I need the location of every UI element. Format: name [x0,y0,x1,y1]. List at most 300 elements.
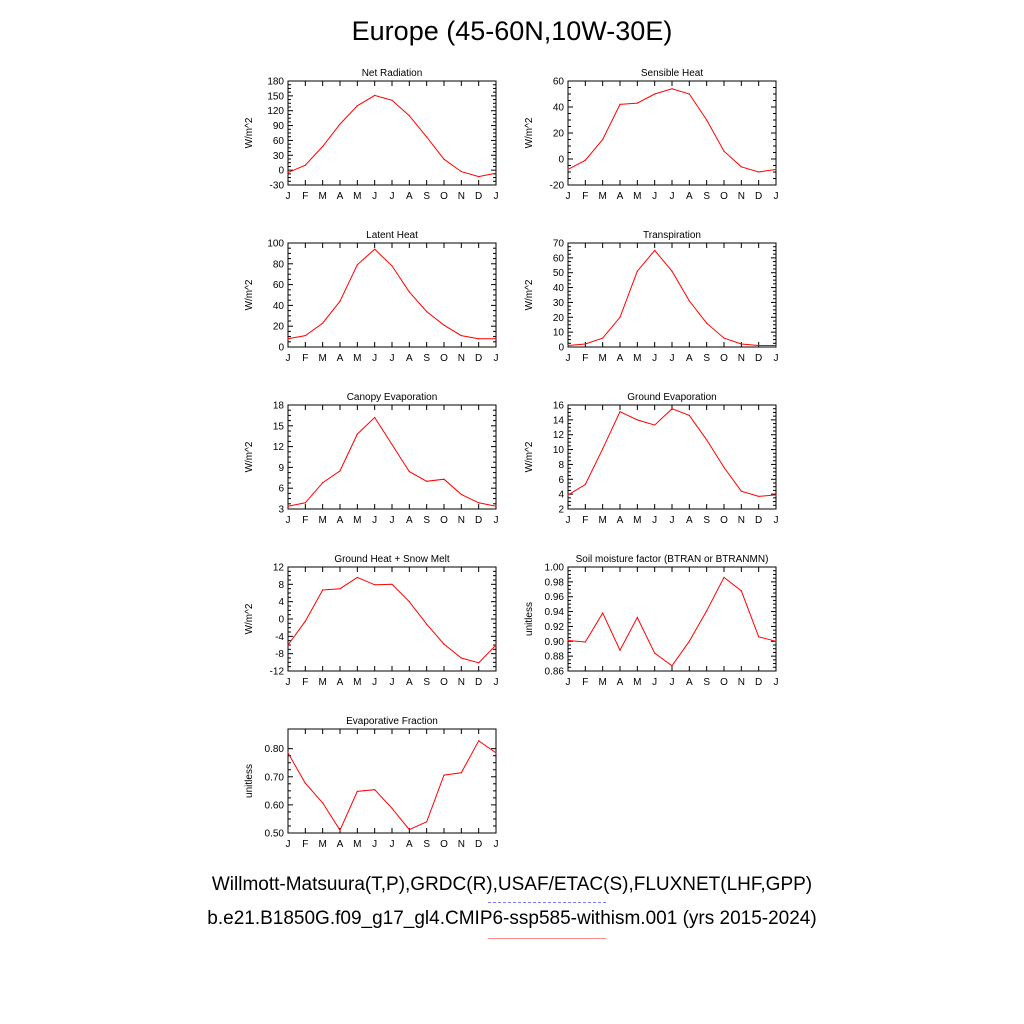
y-tick-label: 16 [552,400,564,412]
data-point [374,584,375,585]
data-point [495,338,496,339]
chart-svg [510,384,790,542]
data-point [585,641,586,642]
data-point [409,115,410,116]
y-tick-label: 70 [552,238,564,250]
data-point [775,169,776,170]
x-tick-label: S [703,353,711,364]
y-tick-label: 0.88 [544,651,564,663]
y-tick-label: 0.80 [264,744,284,756]
x-tick-label: M [353,677,362,688]
data-point [619,104,620,105]
y-tick-label: 0.96 [544,592,564,604]
x-tick-label: O [440,515,448,526]
x-tick-label: J [565,191,571,202]
x-tick-label: N [457,839,465,850]
x-tick-label: D [475,191,483,202]
y-tick-label: 0 [278,614,284,626]
x-tick-label: A [685,677,693,688]
data-point [322,589,323,590]
plot-frame [568,81,776,185]
x-tick-label: J [652,515,658,526]
y-tick-label: 4 [278,597,284,609]
plot-frame [568,243,776,347]
y-tick-label: -12 [269,666,284,678]
data-point [689,641,690,642]
plot-frame [288,729,496,833]
data-point [409,601,410,602]
data-point [654,93,655,94]
x-tick-label: A [685,353,693,364]
data-point [495,506,496,507]
y-axis-label: W/m^2 [244,279,255,311]
data-point [602,612,603,613]
y-tick-label: 30 [272,150,284,162]
x-tick-label: J [773,353,779,364]
chart-net-radiation [230,60,510,218]
y-tick-label: 0.86 [544,666,564,678]
data-point [775,494,776,495]
y-tick-label: 150 [267,91,284,103]
data-point [409,829,410,830]
x-tick-label: A [336,515,344,526]
data-point [602,448,603,449]
x-tick-label: J [285,353,291,364]
data-point [443,774,444,775]
y-tick-label: 0.92 [544,621,564,633]
x-tick-label: J [285,839,291,850]
data-point [706,439,707,440]
y-tick-label: 120 [267,106,284,118]
x-tick-label: J [493,353,499,364]
x-tick-label: N [457,353,465,364]
data-point [671,271,672,272]
y-tick-label: 10 [552,327,564,339]
y-axis-label: unitless [244,764,255,798]
data-point [478,740,479,741]
x-tick-label: J [372,677,378,688]
y-tick-label: 100 [267,238,284,250]
data-point [357,264,358,265]
chart-title: Evaporative Fraction [346,716,438,727]
x-tick-label: A [405,353,413,364]
y-tick-label: 3 [278,504,284,516]
data-point [443,159,444,160]
chart-svg [230,222,510,380]
x-tick-label: N [457,191,465,202]
y-tick-label: 1.00 [544,562,564,574]
chart-ground-evaporation [510,384,790,542]
x-tick-label: J [669,515,675,526]
x-tick-label: S [423,839,431,850]
data-point [374,95,375,96]
x-tick-label: F [582,353,589,364]
chart-title: Soil moisture factor (BTRAN or BTRANMN) [575,554,769,565]
series-line [568,577,776,665]
y-tick-label: 80 [272,259,284,271]
data-point [426,821,427,822]
y-tick-label: 40 [272,300,284,312]
y-tick-label: -20 [549,180,564,192]
data-point [671,408,672,409]
y-tick-label: 60 [272,135,284,147]
data-point [478,338,479,339]
chart-svg [230,384,510,542]
chart-title: Canopy Evaporation [346,392,438,403]
x-tick-label: J [285,191,291,202]
x-tick-label: J [652,353,658,364]
chart-title: Transpiration [643,230,701,241]
x-tick-label: S [703,677,711,688]
data-point [602,139,603,140]
data-point [478,662,479,663]
data-point [585,160,586,161]
x-tick-label: M [633,191,642,202]
x-tick-label: A [685,191,693,202]
x-tick-label: J [389,191,395,202]
y-tick-label: 0 [278,165,284,177]
data-point [671,88,672,89]
y-axis-label: unitless [524,602,535,636]
x-tick-label: F [582,191,589,202]
data-point [585,343,586,344]
x-tick-label: O [720,191,728,202]
data-point [619,411,620,412]
data-point [357,434,358,435]
data-point [654,653,655,654]
data-point [374,249,375,250]
y-tick-label: -30 [269,180,284,192]
x-tick-label: A [405,191,413,202]
data-point [305,783,306,784]
x-tick-label: D [755,353,763,364]
data-point [339,123,340,124]
data-point [287,338,288,339]
x-tick-label: M [353,839,362,850]
data-point [305,165,306,166]
x-tick-label: O [720,353,728,364]
data-point [723,337,724,338]
y-tick-label: 0 [558,154,564,166]
x-tick-label: D [475,353,483,364]
x-tick-label: J [652,677,658,688]
x-tick-label: S [703,191,711,202]
x-tick-label: A [616,353,624,364]
series-line [288,418,496,507]
y-tick-label: 0.60 [264,800,284,812]
y-tick-label: 2 [558,504,564,516]
x-tick-label: N [737,515,745,526]
y-tick-label: 180 [267,76,284,88]
data-point [305,335,306,336]
x-tick-label: S [423,191,431,202]
x-tick-label: J [565,353,571,364]
data-point [426,481,427,482]
x-tick-label: M [318,191,327,202]
y-tick-label: 10 [552,445,564,457]
data-point [689,300,690,301]
data-point [339,470,340,471]
data-point [426,311,427,312]
y-tick-label: 40 [552,283,564,295]
data-point [461,335,462,336]
y-axis-label: W/m^2 [524,279,535,311]
y-tick-label: -4 [275,631,284,643]
plot-frame [288,567,496,671]
x-tick-label: F [582,677,589,688]
y-tick-label: 18 [272,400,284,412]
y-tick-label: 20 [552,312,564,324]
series-line [288,95,496,176]
x-tick-label: O [440,191,448,202]
y-axis-label: W/m^2 [524,441,535,473]
y-tick-label: 12 [552,430,564,442]
x-tick-label: J [773,677,779,688]
data-point [409,291,410,292]
data-point [619,317,620,318]
x-tick-label: O [720,677,728,688]
data-point [322,802,323,803]
y-tick-label: 50 [552,268,564,280]
data-point [689,415,690,416]
x-tick-label: A [685,515,693,526]
series-line [568,89,776,172]
x-tick-label: A [616,515,624,526]
chart-ground-heat-snow-melt [230,546,510,704]
x-tick-label: S [423,353,431,364]
x-tick-label: M [353,353,362,364]
y-tick-label: 8 [278,579,284,591]
y-tick-label: 12 [272,442,284,454]
data-point [287,172,288,173]
y-tick-label: 0.94 [544,607,564,619]
x-tick-label: J [565,677,571,688]
y-tick-label: 40 [552,102,564,114]
y-tick-label: 30 [552,297,564,309]
data-point [391,100,392,101]
x-tick-label: J [773,515,779,526]
chart-svg [230,546,510,704]
data-point [357,105,358,106]
series-line [568,409,776,497]
x-tick-label: A [336,839,344,850]
data-point [706,610,707,611]
data-point [391,444,392,445]
y-tick-label: -8 [275,649,284,661]
data-point [671,665,672,666]
y-tick-label: 6 [558,474,564,486]
y-tick-label: 0.90 [544,636,564,648]
chart-evaporative-fraction [230,708,510,866]
data-point [723,151,724,152]
y-axis-label: W/m^2 [244,603,255,635]
data-point [374,417,375,418]
y-tick-label: 0.50 [264,828,284,840]
x-tick-label: J [669,191,675,202]
data-point [287,644,288,645]
data-point [637,103,638,104]
data-point [461,657,462,658]
data-point [322,322,323,323]
x-tick-label: J [652,191,658,202]
x-tick-label: N [737,677,745,688]
data-point [322,482,323,483]
chart-sensible-heat [510,60,790,218]
x-tick-label: J [669,677,675,688]
data-point [322,146,323,147]
data-point [443,644,444,645]
y-tick-label: 20 [552,128,564,140]
data-point [461,171,462,172]
x-tick-label: J [389,677,395,688]
x-tick-label: S [423,515,431,526]
x-tick-label: O [440,353,448,364]
data-point [567,640,568,641]
y-tick-label: 6 [278,483,284,495]
data-point [478,176,479,177]
chart-svg [230,60,510,218]
chart-title: Ground Heat + Snow Melt [334,554,450,565]
x-tick-label: F [302,191,309,202]
data-point [443,325,444,326]
x-tick-label: O [440,677,448,688]
x-tick-label: D [755,515,763,526]
data-point [339,588,340,589]
x-tick-label: J [285,677,291,688]
data-point [374,789,375,790]
chart-svg [510,222,790,380]
x-tick-label: A [336,191,344,202]
data-point [461,494,462,495]
data-point [461,772,462,773]
data-point [426,136,427,137]
chart-svg [230,708,510,866]
data-point [619,650,620,651]
x-tick-label: J [372,353,378,364]
x-tick-label: M [633,353,642,364]
chart-svg [510,60,790,218]
data-point [305,502,306,503]
data-point [391,808,392,809]
chart-soil-moisture-factor [510,546,790,704]
x-tick-label: A [405,839,413,850]
chart-title: Ground Evaporation [627,392,717,403]
data-point [758,636,759,637]
data-point [706,119,707,120]
y-tick-label: 0 [558,342,564,354]
x-tick-label: N [457,677,465,688]
chart-title: Net Radiation [361,68,423,79]
x-tick-label: J [493,839,499,850]
data-point [426,624,427,625]
x-tick-label: A [336,677,344,688]
x-tick-label: F [302,839,309,850]
x-tick-label: A [336,353,344,364]
x-tick-label: S [423,677,431,688]
x-tick-label: M [598,353,607,364]
data-point [602,337,603,338]
data-point [654,250,655,251]
data-point [654,424,655,425]
x-tick-label: J [773,191,779,202]
data-point [567,494,568,495]
chart-title: Latent Heat [366,230,418,241]
page-title: Europe (45-60N,10W-30E) [351,16,673,46]
data-point [409,471,410,472]
data-point [689,93,690,94]
y-axis-label: W/m^2 [244,441,255,473]
series-line [288,249,496,339]
x-tick-label: D [755,191,763,202]
data-point [495,644,496,645]
series-line [288,741,496,830]
x-tick-label: J [389,515,395,526]
x-tick-label: F [302,353,309,364]
legend-model-swatch [488,938,606,939]
data-point [758,496,759,497]
data-point [741,491,742,492]
data-point [775,641,776,642]
x-tick-label: M [318,353,327,364]
series-line [288,577,496,662]
data-point [495,752,496,753]
x-tick-label: J [493,677,499,688]
chart-latent-heat [230,222,510,380]
y-tick-label: 0.70 [264,772,284,784]
chart-svg [510,546,790,704]
data-point [567,169,568,170]
series-line [568,250,776,345]
x-tick-label: J [285,515,291,526]
data-point [339,830,340,831]
x-tick-label: A [405,677,413,688]
data-point [637,419,638,420]
data-point [391,265,392,266]
data-point [305,621,306,622]
x-tick-label: J [493,191,499,202]
y-tick-label: 90 [272,121,284,133]
data-point [443,479,444,480]
y-tick-label: 0 [278,342,284,354]
x-tick-label: O [440,839,448,850]
x-tick-label: M [633,515,642,526]
data-point [741,590,742,591]
data-point [391,584,392,585]
x-tick-label: M [353,191,362,202]
x-tick-label: J [389,353,395,364]
x-tick-label: F [582,515,589,526]
x-tick-label: D [475,515,483,526]
x-tick-label: D [755,677,763,688]
data-point [741,166,742,167]
y-tick-label: 4 [558,489,564,501]
chart-canopy-evaporation [230,384,510,542]
x-tick-label: J [493,515,499,526]
data-point [567,345,568,346]
x-tick-label: N [737,191,745,202]
y-tick-label: 0.98 [544,577,564,589]
data-point [339,301,340,302]
plot-frame [288,243,496,347]
chart-title: Sensible Heat [640,68,704,79]
data-point [357,791,358,792]
y-tick-label: 60 [272,280,284,292]
data-point [758,345,759,346]
y-axis-label: W/m^2 [524,117,535,149]
data-point [775,345,776,346]
x-tick-label: M [318,839,327,850]
x-tick-label: N [737,353,745,364]
